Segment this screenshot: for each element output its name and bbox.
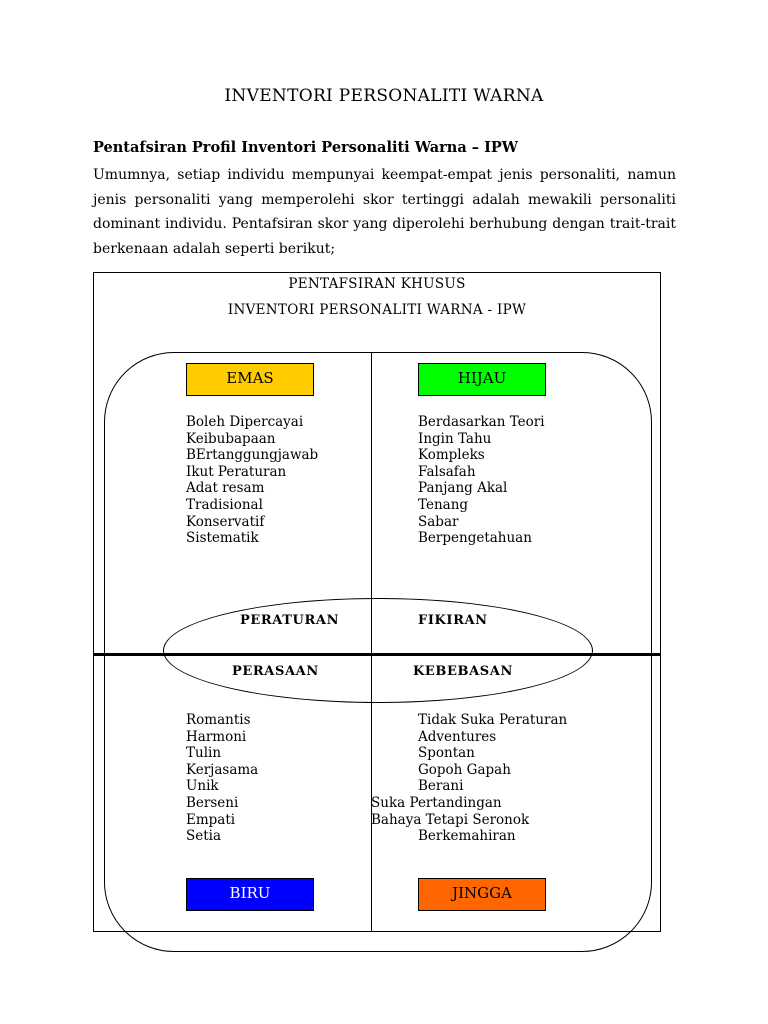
- trait-item: Berkemahiran: [418, 828, 516, 845]
- trait-item: Boleh Dipercayai: [186, 414, 304, 430]
- trait-item: Ikut Peraturan: [186, 463, 287, 480]
- trait-item: Keibubapaan: [186, 430, 276, 447]
- trait-item: Tidak Suka Peraturan: [418, 712, 568, 728]
- trait-item: Tenang: [418, 496, 469, 513]
- trait-item: Tulin: [186, 745, 222, 762]
- trait-item: Unik: [186, 778, 219, 795]
- trait-item: Gopoh Gapah: [418, 761, 511, 778]
- center-label-peraturan: PERATURAN: [240, 613, 340, 628]
- trait-item: Spontan: [418, 745, 475, 762]
- trait-item: Adventures: [418, 728, 497, 745]
- hijau-trait-list: [418, 414, 545, 547]
- center-label-kebebasan: KEBEBASAN: [413, 664, 513, 679]
- section-heading: Pentafsiran Profil Inventori Personaliti Warna – IPW: [93, 139, 519, 156]
- trait-item: Setia: [186, 828, 222, 845]
- trait-item: Kompleks: [418, 447, 485, 464]
- trait-item: Adat resam: [186, 480, 265, 497]
- trait-item: Konservatif: [186, 513, 265, 530]
- trait-item: Empati: [186, 811, 236, 828]
- trait-item: Berseni: [186, 794, 239, 811]
- emas-label-box: EMAS: [186, 363, 314, 396]
- diagram-title-line1: PENTAFSIRAN KHUSUS: [288, 276, 466, 292]
- hijau-label-box: HIJAU: [418, 363, 546, 396]
- trait-item: Tradisional: [186, 496, 263, 513]
- trait-item: Berpengetahuan: [418, 530, 532, 547]
- trait-item: Suka Pertandingan: [371, 794, 502, 811]
- center-label-perasaan: PERASAAN: [232, 664, 319, 679]
- trait-item: Sistematik: [186, 530, 259, 547]
- trait-item: Berdasarkan Teori: [418, 414, 545, 430]
- jingga-label-box: JINGGA: [418, 878, 546, 911]
- trait-item: Harmoni: [186, 728, 247, 745]
- trait-item: Panjang Akal: [418, 480, 508, 497]
- biru-label-box: BIRU: [186, 878, 314, 911]
- trait-item: Ingin Tahu: [418, 430, 492, 447]
- trait-item: BErtanggungjawab: [186, 447, 319, 464]
- trait-item: Kerjasama: [186, 761, 259, 778]
- intro-paragraph: Umumnya, setiap individu mempunyai keempat-empat jenis personaliti, namun jenis personaliti yang memperolehi skor tertinggi adalah mewakili personaliti dominant individu. Pentafsiran skor yang diperolehi berhubung dengan trait-trait berkenaan adalah seperti berikut;: [93, 167, 676, 257]
- document-title: INVENTORI PERSONALITI WARNA: [224, 86, 544, 106]
- center-ellipse: [163, 598, 593, 703]
- diagram-title-line2: INVENTORI PERSONALITI WARNA - IPW: [227, 302, 527, 318]
- trait-item: Berani: [418, 778, 464, 795]
- jingga-trait-list: [371, 712, 568, 845]
- biru-trait-list: [186, 712, 258, 845]
- trait-item: Sabar: [418, 513, 459, 530]
- trait-item: Bahaya Tetapi Seronok: [371, 811, 530, 828]
- center-label-fikiran: FIKIRAN: [418, 613, 488, 628]
- emas-trait-list: [186, 414, 318, 547]
- trait-item: Falsafah: [418, 463, 476, 480]
- trait-item: Romantis: [186, 712, 251, 728]
